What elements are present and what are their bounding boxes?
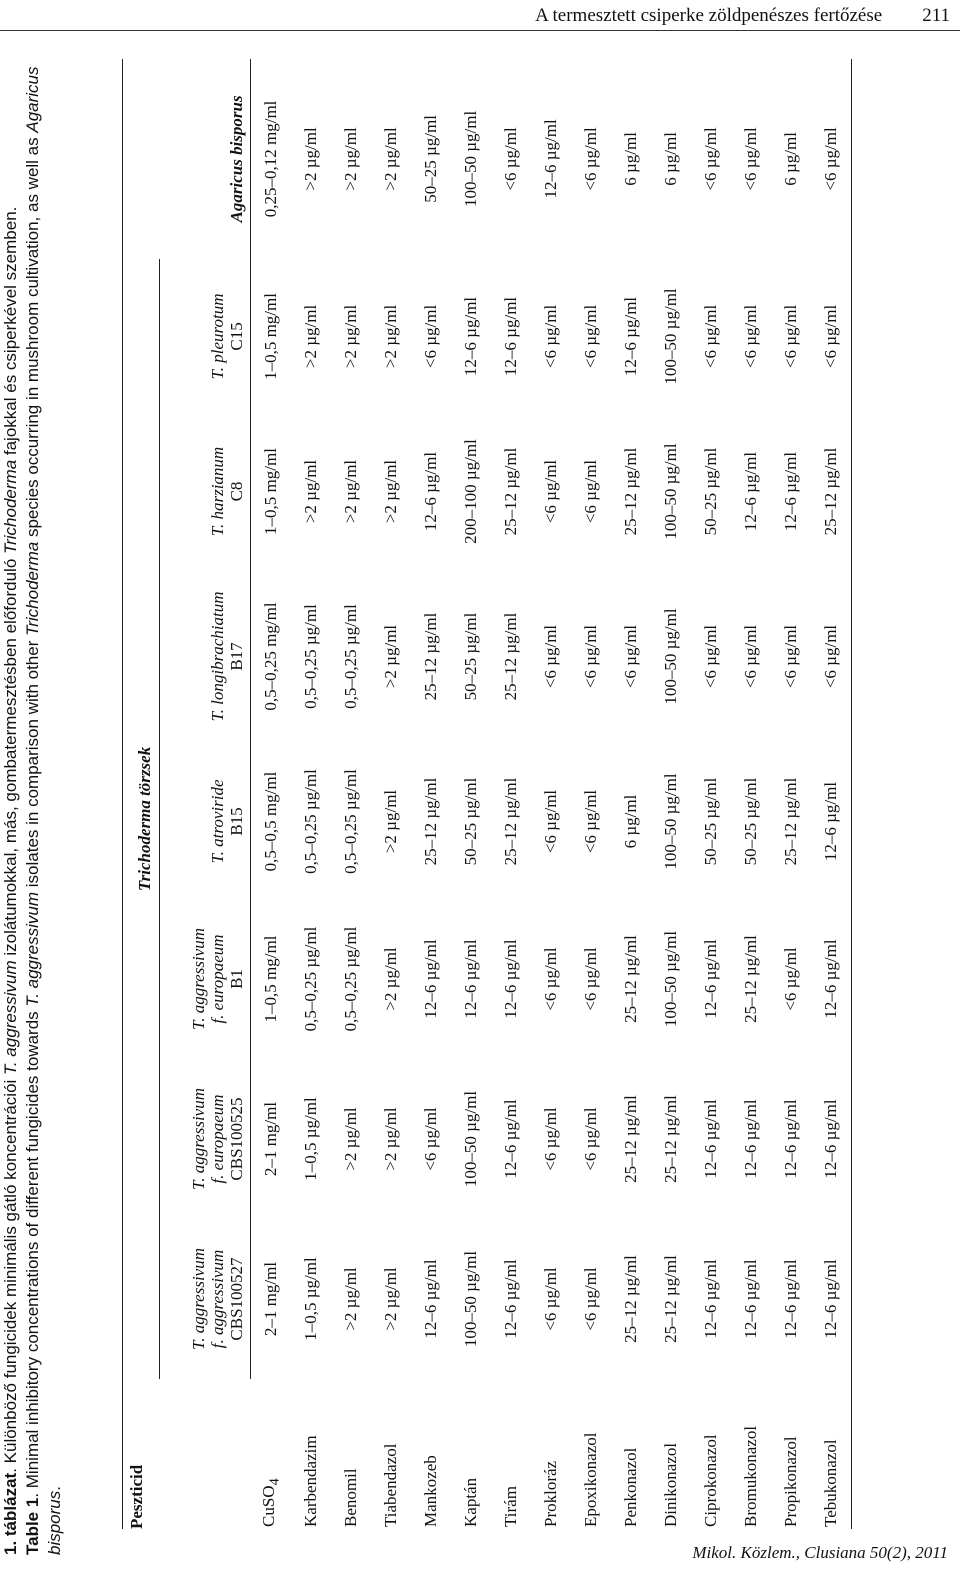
mic-value: 12–6 µg/ml: [501, 1099, 520, 1179]
pesticide-name: [451, 1379, 491, 1529]
mic-value: 25–12 µg/ml: [421, 612, 440, 701]
mic-value: >2 µg/ml: [381, 1107, 400, 1171]
mic-value: 25–12 µg/ml: [781, 777, 800, 866]
forma-name: f. aggressivum: [208, 1249, 227, 1349]
mic-value: 100–50 µg/ml: [461, 1250, 480, 1348]
species-name: T. aggressivum: [189, 1248, 208, 1350]
mic-value: 12–6 µg/ml: [741, 451, 760, 532]
pesticide-label: Tebukonazol: [821, 1439, 840, 1527]
mic-value: 12–6 µg/ml: [781, 1259, 800, 1339]
mic-value: 12–6 µg/ml: [781, 451, 800, 532]
column-header: [160, 899, 251, 1059]
mic-value: <6 µg/ml: [701, 127, 720, 191]
caption-text: species occurring in mushroom cultivation, as well as: [23, 132, 42, 542]
mic-value: 2–1 mg/ml: [261, 1261, 280, 1337]
mic-value: <6 µg/ml: [581, 947, 600, 1011]
mic-value: <6 µg/ml: [421, 1107, 440, 1171]
mic-value: 12–6 µg/ml: [811, 744, 852, 899]
mic-value: 1–0,5 µg/ml: [301, 1097, 320, 1181]
page-number: 211: [922, 5, 950, 26]
mic-value: 50–25 µg/ml: [741, 777, 760, 866]
table-row: [491, 59, 531, 1529]
pesticide-name: [691, 1379, 731, 1529]
mic-value: 12–6 µg/ml: [541, 119, 560, 199]
mic-value: 25–12 µg/ml: [501, 777, 520, 866]
pesticide-label: Kaptán: [461, 1477, 480, 1527]
formula-subscript: 4: [265, 1478, 282, 1486]
caption-text: . Minimal inhibitory concentrations of different fungicides towards: [23, 1006, 42, 1498]
strain-group-header: Trichoderma törzsek: [123, 259, 160, 1379]
mic-value: 1–0,5 µg/ml: [301, 1257, 320, 1341]
mic-value: <6 µg/ml: [781, 947, 800, 1011]
pesticide-label: Epoxikonazol: [581, 1432, 600, 1527]
mic-value: >2 µg/ml: [301, 127, 320, 191]
pesticide-name: [491, 1379, 531, 1529]
mic-value: 12–6 µg/ml: [421, 939, 440, 1019]
mic-value: 12–6 µg/ml: [421, 1259, 440, 1339]
mic-value: 12–6 µg/ml: [501, 939, 520, 1019]
mic-value: >2 µg/ml: [341, 1107, 360, 1171]
mic-value: 50–25 µg/ml: [461, 777, 480, 866]
pesticide-name: [611, 1379, 651, 1529]
pesticide-name: [771, 1379, 811, 1529]
mic-value: 6 µg/ml: [621, 794, 640, 849]
caption-english: [22, 45, 66, 1555]
mic-value: 12–6 µg/ml: [701, 1259, 720, 1339]
mic-value: >2 µg/ml: [341, 304, 360, 369]
pesticide-label: Bromukonazol: [741, 1425, 760, 1527]
mic-value: 50–25 µg/ml: [461, 612, 480, 701]
mic-value: <6 µg/ml: [741, 304, 760, 369]
caption-hungarian: [0, 45, 22, 1555]
mic-value: 12–6 µg/ml: [501, 1259, 520, 1339]
pesticide-label: Karbendazim: [301, 1435, 320, 1527]
column-header: [160, 1219, 251, 1379]
mic-value: >2 µg/ml: [341, 459, 360, 524]
mic-value: <6 µg/ml: [811, 59, 852, 259]
mic-table: [122, 59, 852, 1529]
mic-value: <6 µg/ml: [541, 624, 560, 689]
table-row: [611, 59, 651, 1529]
pesticide-label: CuSO: [258, 1485, 278, 1527]
table-row: [811, 59, 852, 1529]
pesticide-name: [651, 1379, 691, 1529]
pesticide-name: [291, 1379, 331, 1529]
mic-value: <6 µg/ml: [741, 624, 760, 689]
pesticide-name: [411, 1379, 451, 1529]
caption-text: fajokkal és csiperkével szemben.: [1, 206, 20, 460]
caption-species: T. aggressivum: [23, 891, 42, 1007]
mic-value: 12–6 µg/ml: [421, 451, 440, 532]
strain-code: B17: [227, 642, 246, 671]
pesticide-label: Penkonazol: [621, 1447, 640, 1527]
caption-text: . Különböző fungicidek minimális gátló koncentrációi: [1, 1074, 20, 1473]
mic-value: <6 µg/ml: [781, 304, 800, 369]
mic-value: >2 µg/ml: [381, 947, 400, 1011]
header-spacer: [123, 59, 160, 259]
species-name: T. harzianum: [208, 446, 227, 537]
running-head-title: A termesztett csiperke zöldpenészes fertőzése: [535, 5, 883, 26]
pesticide-name: [531, 1379, 571, 1529]
mic-value: 100–50 µg/ml: [661, 608, 680, 705]
table-row: [291, 59, 331, 1529]
mic-value: <6 µg/ml: [421, 304, 440, 369]
mic-value: 0,25–0,12 mg/ml: [261, 100, 280, 218]
caption-en-label: Table 1: [23, 1497, 42, 1555]
table-row: [731, 59, 771, 1529]
table-caption: [0, 45, 66, 1555]
mic-value: 100–50 µg/ml: [661, 930, 680, 1028]
mic-value: 100–50 µg/ml: [661, 288, 680, 385]
mic-value: <6 µg/ml: [581, 459, 600, 524]
mic-value: 12–6 µg/ml: [701, 939, 720, 1019]
mic-value: <6 µg/ml: [581, 624, 600, 689]
mic-value: 25–12 µg/ml: [421, 777, 440, 866]
mic-table-container: [122, 59, 852, 1529]
mic-value: 50–25 µg/ml: [421, 115, 440, 203]
pesticide-label: Dinikonazol: [661, 1442, 680, 1527]
table-row: [531, 59, 571, 1529]
mic-value: 25–12 µg/ml: [501, 447, 520, 536]
strain-code: B1: [227, 969, 246, 989]
pesticide-header: Peszticid: [123, 1379, 251, 1529]
mic-value: 12–6 µg/ml: [461, 296, 480, 377]
journal-citation: Mikol. Közlem., Clusiana 50(2), 2011: [692, 1543, 948, 1562]
mic-value: <6 µg/ml: [811, 569, 852, 744]
column-header: [160, 744, 251, 899]
mic-value: <6 µg/ml: [621, 624, 640, 689]
mic-value: <6 µg/ml: [541, 1107, 560, 1171]
pesticide-label: Propikonazol: [781, 1436, 800, 1527]
mic-value: 12–6 µg/ml: [811, 899, 852, 1059]
pesticide-label: Mankozeb: [421, 1455, 440, 1527]
mic-value: <6 µg/ml: [581, 304, 600, 369]
mic-value: 12–6 µg/ml: [781, 1099, 800, 1179]
pesticide-name: [731, 1379, 771, 1529]
mic-value: 12–6 µg/ml: [501, 296, 520, 377]
mic-value: 25–12 µg/ml: [811, 414, 852, 569]
mic-value: <6 µg/ml: [741, 127, 760, 191]
mic-value: 50–25 µg/ml: [701, 777, 720, 866]
mic-value: 0,5–0,25 mg/ml: [261, 602, 280, 711]
mic-value: <6 µg/ml: [541, 304, 560, 369]
mic-value: 12–6 µg/ml: [741, 1259, 760, 1339]
mic-value: 6 µg/ml: [621, 132, 640, 186]
pesticide-label: Tirám: [501, 1486, 520, 1527]
mic-value: <6 µg/ml: [541, 459, 560, 524]
pesticide-name: [331, 1379, 371, 1529]
mic-value: 25–12 µg/ml: [661, 1255, 680, 1343]
species-name: T. longibrachiatum: [208, 591, 227, 722]
mic-value: 12–6 µg/ml: [741, 1099, 760, 1179]
mic-value: 6 µg/ml: [781, 132, 800, 186]
mic-value: 200–100 µg/ml: [461, 439, 480, 544]
mic-value: 0,5–0,25 µg/ml: [301, 926, 320, 1032]
mic-value: 12–6 µg/ml: [811, 1059, 852, 1219]
pesticide-name: [251, 1379, 292, 1529]
mic-value: 12–6 µg/ml: [811, 1219, 852, 1379]
mic-value: >2 µg/ml: [381, 624, 400, 689]
caption-species: Agaricus bisporus: [23, 66, 64, 1555]
caption-species: T. aggressivum: [1, 960, 20, 1075]
mic-value: 25–12 µg/ml: [621, 935, 640, 1023]
column-header: [160, 59, 251, 259]
caption-hu-label: 1. táblázat: [1, 1472, 20, 1555]
mic-value: 0,5–0,25 µg/ml: [301, 769, 320, 874]
caption-species: Trichoderma: [1, 459, 20, 554]
table-row: [451, 59, 491, 1529]
mic-value: >2 µg/ml: [381, 304, 400, 369]
table-row: [331, 59, 371, 1529]
table-row: [651, 59, 691, 1529]
strain-code: B15: [227, 807, 246, 836]
strain-code: C15: [227, 322, 246, 351]
column-header: [160, 1059, 251, 1219]
mic-value: <6 µg/ml: [581, 789, 600, 854]
mic-value: 0,5–0,25 µg/ml: [341, 604, 360, 709]
mic-value: >2 µg/ml: [341, 1267, 360, 1331]
table-row: [371, 59, 411, 1529]
mic-value: 2–1 mg/ml: [261, 1101, 280, 1177]
forma-name: f. europaeum: [208, 1094, 227, 1184]
mic-value: <6 µg/ml: [811, 259, 852, 414]
mic-value: 12–6 µg/ml: [621, 296, 640, 377]
table-row: [771, 59, 811, 1529]
pesticide-label: Prokloráz: [541, 1460, 560, 1527]
table-row: [251, 59, 292, 1529]
mic-value: <6 µg/ml: [581, 127, 600, 191]
mic-value: 25–12 µg/ml: [741, 935, 760, 1023]
mic-value: >2 µg/ml: [301, 304, 320, 369]
caption-text: isolates in comparison with other: [23, 635, 42, 892]
table-row: [411, 59, 451, 1529]
mic-value: 25–12 µg/ml: [621, 1095, 640, 1183]
mic-value: 1–0,5 mg/ml: [261, 935, 280, 1023]
mic-value: >2 µg/ml: [381, 127, 400, 191]
mic-value: <6 µg/ml: [701, 304, 720, 369]
mic-value: 100–50 µg/ml: [661, 773, 680, 870]
mic-value: 12–6 µg/ml: [461, 939, 480, 1019]
column-header: [160, 259, 251, 414]
mic-value: 0,5–0,25 µg/ml: [341, 769, 360, 874]
mic-value: <6 µg/ml: [581, 1267, 600, 1331]
strain-code: CBS100527: [227, 1257, 246, 1341]
mic-value: 100–50 µg/ml: [661, 443, 680, 540]
mic-value: 25–12 µg/ml: [501, 612, 520, 701]
mic-value: 50–25 µg/ml: [701, 447, 720, 536]
mic-value: >2 µg/ml: [301, 459, 320, 524]
mic-value: 25–12 µg/ml: [621, 1255, 640, 1343]
column-header: [160, 569, 251, 744]
mic-value: <6 µg/ml: [781, 624, 800, 689]
mic-value: <6 µg/ml: [541, 947, 560, 1011]
species-name: T. aggressivum: [189, 1088, 208, 1190]
caption-species: Trichoderma: [23, 541, 42, 636]
mic-value: 12–6 µg/ml: [701, 1099, 720, 1179]
pesticide-name: [371, 1379, 411, 1529]
caption-text: izolátumokkal, más, gombatermesztésben előforduló: [1, 554, 20, 961]
mic-value: 1–0,5 mg/ml: [261, 293, 280, 380]
species-name: T. aggressivum: [189, 928, 208, 1030]
mic-value: >2 µg/ml: [381, 789, 400, 854]
mic-value: >2 µg/ml: [341, 127, 360, 191]
species-name: T. atroviride: [208, 779, 227, 864]
mic-value: 100–50 µg/ml: [461, 110, 480, 208]
strain-code: C8: [227, 481, 246, 502]
pesticide-name: [571, 1379, 611, 1529]
mic-value: 0,5–0,5 mg/ml: [261, 771, 280, 872]
forma-name: f. europaeum: [208, 934, 227, 1024]
strain-code: CBS100525: [227, 1097, 246, 1181]
mic-value: 25–12 µg/ml: [621, 447, 640, 536]
pesticide-label: Ciprokonazol: [701, 1434, 720, 1527]
mic-value: <6 µg/ml: [541, 789, 560, 854]
mic-value: 0,5–0,25 µg/ml: [301, 604, 320, 709]
mic-value: 1–0,5 mg/ml: [261, 448, 280, 535]
mic-value: <6 µg/ml: [581, 1107, 600, 1171]
mic-value: 25–12 µg/ml: [661, 1095, 680, 1183]
pesticide-label: Tiabendazol: [381, 1443, 400, 1527]
rotated-page-content: [0, 25, 960, 1555]
mic-value: <6 µg/ml: [701, 624, 720, 689]
mic-value: <6 µg/ml: [501, 127, 520, 191]
species-name: Agaricus bisporus: [227, 95, 246, 223]
table-row: [571, 59, 611, 1529]
mic-value: 100–50 µg/ml: [461, 1090, 480, 1188]
mic-value: >2 µg/ml: [381, 459, 400, 524]
table-row: [691, 59, 731, 1529]
caption-text: .: [45, 1486, 64, 1491]
mic-value: <6 µg/ml: [541, 1267, 560, 1331]
species-name: T. pleurotum: [208, 293, 227, 380]
mic-value: 0,5–0,25 µg/ml: [341, 926, 360, 1032]
mic-value: 6 µg/ml: [661, 132, 680, 186]
mic-value: >2 µg/ml: [381, 1267, 400, 1331]
pesticide-name: [811, 1379, 852, 1529]
pesticide-label: Benomil: [341, 1468, 360, 1527]
column-header: [160, 414, 251, 569]
